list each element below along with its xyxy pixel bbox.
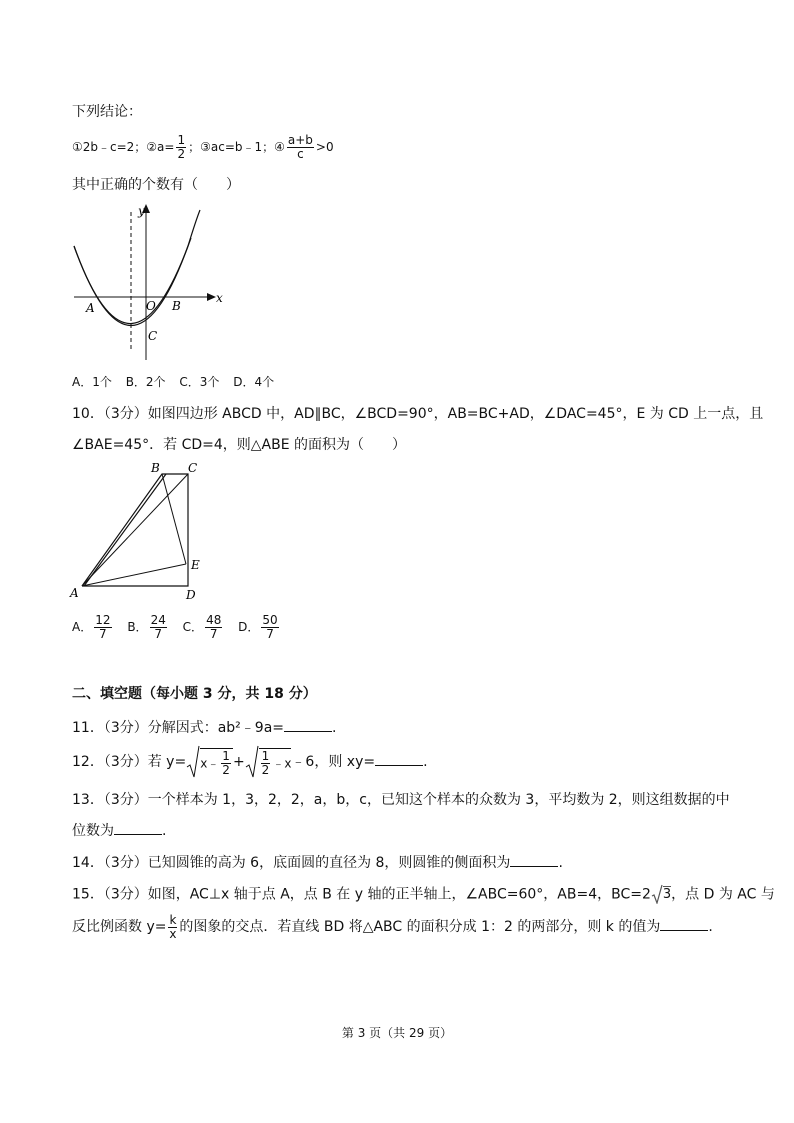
q14-answer-blank	[510, 854, 558, 867]
q15-line1-text: 15．（3分）如图，AC⊥x 轴于点 A，点 B 在 y 轴的正半轴上，∠ABC=60°，AB=4，BC=2	[72, 886, 651, 903]
q12-tail: .	[423, 754, 428, 770]
label-A: A	[86, 301, 95, 315]
q9-option-a: A．1个	[72, 375, 112, 389]
label-B: B	[151, 461, 160, 475]
q9-c4-tail: >0	[315, 140, 334, 154]
q11-tail: .	[332, 720, 337, 736]
q9-frac-ab-c: $\frac{a+b}{c}$	[287, 133, 313, 161]
q9-conclusions	[72, 134, 334, 161]
label-A: A	[70, 586, 79, 600]
q9-option-c: C．3个	[179, 375, 220, 389]
q14-text: 14．（3分）已知圆锥的高为 6，底面圆的直径为 8，则圆锥的侧面积为	[72, 855, 511, 871]
q13-line2-text: 位数为	[72, 823, 114, 839]
q10-quadrilateral-figure	[66, 458, 216, 603]
q9-c1: ①2b﹣c=2；②a=	[72, 140, 175, 154]
segment-AC	[82, 474, 188, 586]
q13-line2	[72, 821, 166, 841]
q15-answer-blank	[660, 918, 708, 931]
q9-options	[72, 372, 284, 392]
q10-option-d: D． $\frac{50}{7}$	[238, 613, 278, 641]
q9-frac-half: $\frac{1}{2}$	[177, 133, 186, 161]
q9-question: 其中正确的个数有（ ）	[72, 177, 240, 193]
q15-frac-k-x: $\frac{k}{x}$	[169, 912, 177, 941]
q9-option-d: D．4个	[233, 375, 275, 389]
q9-c2: ；③ac=b﹣1；④	[188, 140, 285, 154]
q10-option-a: A． $\frac{12}{7}$	[72, 613, 111, 641]
label-E: E	[191, 558, 200, 572]
q10-line1: 10．（3分）如图四边形 ABCD 中，AD∥BC，∠BCD=90°，AB=BC+AD，∠DAC=45°，E 为 CD 上一点，且	[72, 406, 764, 422]
q15-tail: .	[708, 919, 713, 935]
q14-tail: .	[558, 855, 563, 871]
q10-option-b: B． $\frac{24}{7}$	[127, 613, 166, 641]
q10-line2: ∠BAE=45°．若 CD=4，则△ABE 的面积为（ ）	[72, 437, 407, 453]
q10-option-c: C． $\frac{48}{7}$	[182, 613, 222, 641]
q12-answer-blank	[375, 753, 423, 766]
label-C: C	[148, 329, 158, 343]
q15-line2-pre: 反比例函数 y=	[72, 919, 167, 935]
label-C: C	[188, 461, 198, 475]
q12-post: ﹣6，则 xy=	[291, 754, 376, 770]
label-D: D	[186, 588, 196, 602]
label-y: y	[138, 204, 145, 218]
q9-intro: 下列结论：	[72, 104, 142, 120]
q14	[72, 853, 563, 873]
q9-parabola-graph	[66, 200, 236, 365]
x-axis-arrow	[207, 293, 216, 301]
q12	[72, 744, 428, 780]
q12-sqrt-1: x﹣ $\frac{1}{2}$	[186, 744, 233, 780]
segment-BE	[162, 474, 186, 564]
q12-sqrt-2: $\frac{1}{2}$ ﹣x	[245, 744, 292, 780]
q15-sqrt-3: 3	[651, 882, 671, 907]
q15-line1	[72, 882, 775, 907]
q15-line1-tail: ，点 D 为 AC 与	[671, 886, 775, 903]
q13-tail: .	[162, 823, 167, 839]
q13-answer-blank	[114, 822, 162, 835]
q15-line2-post: 的图象的交点．若直线 BD 将△ABC 的面积分成 1：2 的两部分，则 k 的值为	[179, 919, 661, 935]
q9-option-b: B．2个	[125, 375, 166, 389]
segment-AB-double	[84, 474, 166, 586]
q12-plus: +	[232, 754, 245, 770]
label-x: x	[216, 291, 223, 305]
label-O: O	[146, 299, 156, 313]
q13-line1: 13．（3分）一个样本为 1，3，2，2，a，b，c，已知这个样本的众数为 3，平均数为 2，则这组数据的中	[72, 792, 730, 808]
q12-pre: 12．（3分）若 y=	[72, 754, 187, 770]
section-2-title: 二、填空题（每小题 3 分，共 18 分）	[72, 686, 317, 702]
label-B: B	[172, 299, 181, 313]
q11-answer-blank	[284, 719, 332, 732]
q10-options	[72, 612, 291, 642]
page-footer: 第 3 页（共 29 页）	[341, 1026, 453, 1040]
q11-text: 11．（3分）分解因式：ab²﹣9a=	[72, 720, 285, 736]
q15-line2	[72, 910, 713, 944]
q11	[72, 718, 336, 738]
